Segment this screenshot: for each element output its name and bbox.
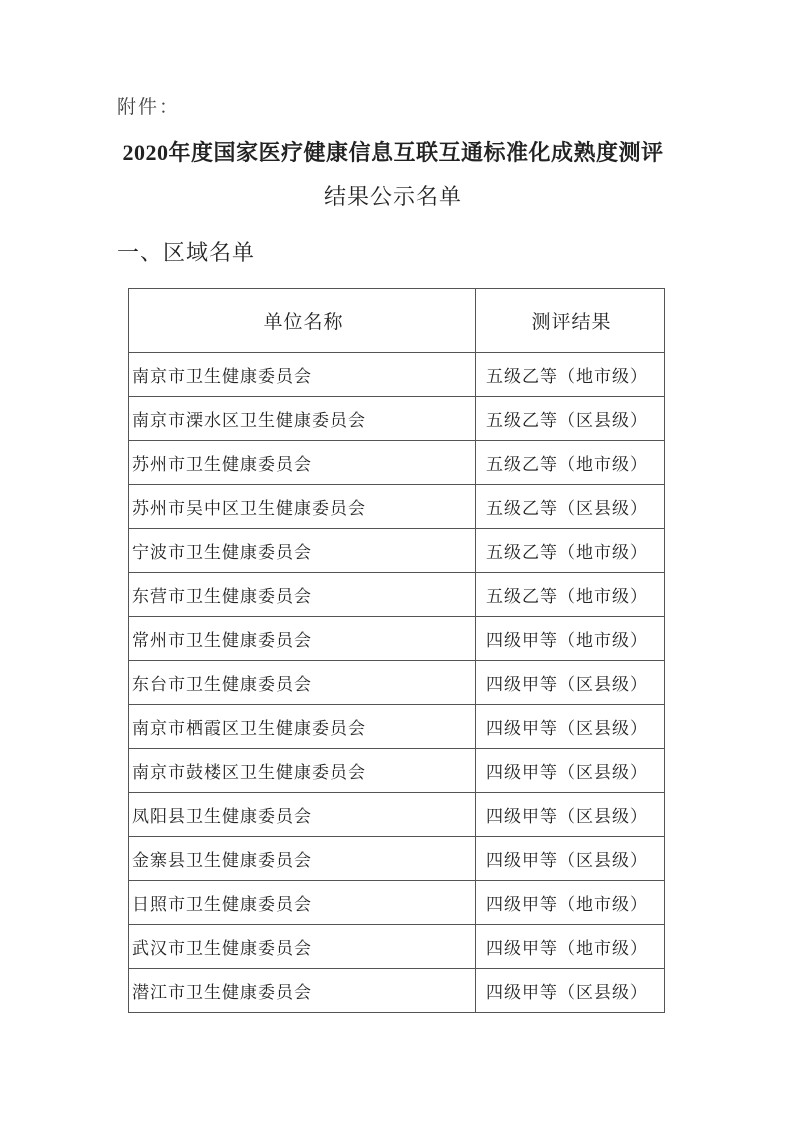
section-heading: 一、区域名单 [117,240,256,265]
result-cell: 四级甲等（区县级） [476,793,665,837]
table-row [129,837,665,881]
unit-name-cell: 苏州市吴中区卫生健康委员会 [129,485,476,529]
unit-name-cell: 南京市栖霞区卫生健康委员会 [129,705,476,749]
table-row [129,441,665,485]
document-title: 2020年度国家医疗健康信息互联互通标准化成熟度测评 [122,140,664,165]
result-cell: 五级乙等（区县级） [476,397,665,441]
table-row [129,573,665,617]
table-row [129,881,665,925]
table-row [129,925,665,969]
result-cell: 五级乙等（区县级） [476,485,665,529]
header-unit-name: 单位名称 [129,289,476,353]
result-cell: 四级甲等（区县级） [476,837,665,881]
result-cell: 四级甲等（区县级） [476,661,665,705]
unit-name-cell: 常州市卫生健康委员会 [129,617,476,661]
result-cell: 五级乙等（地市级） [476,441,665,485]
unit-name-cell: 凤阳县卫生健康委员会 [129,793,476,837]
unit-name-cell: 南京市鼓楼区卫生健康委员会 [129,749,476,793]
result-cell: 五级乙等（地市级） [476,353,665,397]
table-row [129,705,665,749]
unit-name-cell: 日照市卫生健康委员会 [129,881,476,925]
result-cell: 四级甲等（区县级） [476,969,665,1013]
unit-name-cell: 东营市卫生健康委员会 [129,573,476,617]
result-cell: 四级甲等（地市级） [476,617,665,661]
table-row [129,617,665,661]
table-row [129,529,665,573]
table-row [129,485,665,529]
unit-name-cell: 东台市卫生健康委员会 [129,661,476,705]
result-cell: 五级乙等（地市级） [476,573,665,617]
result-cell: 四级甲等（区县级） [476,705,665,749]
result-cell: 四级甲等（地市级） [476,925,665,969]
result-cell: 五级乙等（地市级） [476,529,665,573]
unit-name-cell: 潜江市卫生健康委员会 [129,969,476,1013]
unit-name-cell: 南京市卫生健康委员会 [129,353,476,397]
result-cell: 四级甲等（区县级） [476,749,665,793]
table-row [129,749,665,793]
table-row [129,397,665,441]
unit-name-cell: 南京市溧水区卫生健康委员会 [129,397,476,441]
table-header-row [129,289,665,353]
table-row [129,353,665,397]
table-row [129,661,665,705]
unit-name-cell: 武汉市卫生健康委员会 [129,925,476,969]
results-table [128,288,665,1013]
table-row [129,793,665,837]
header-result: 测评结果 [476,289,665,353]
result-cell: 四级甲等（地市级） [476,881,665,925]
unit-name-cell: 宁波市卫生健康委员会 [129,529,476,573]
document-subtitle: 结果公示名单 [323,184,462,209]
attachment-label: 附件： [117,97,181,118]
unit-name-cell: 金寨县卫生健康委员会 [129,837,476,881]
table-row [129,969,665,1013]
unit-name-cell: 苏州市卫生健康委员会 [129,441,476,485]
